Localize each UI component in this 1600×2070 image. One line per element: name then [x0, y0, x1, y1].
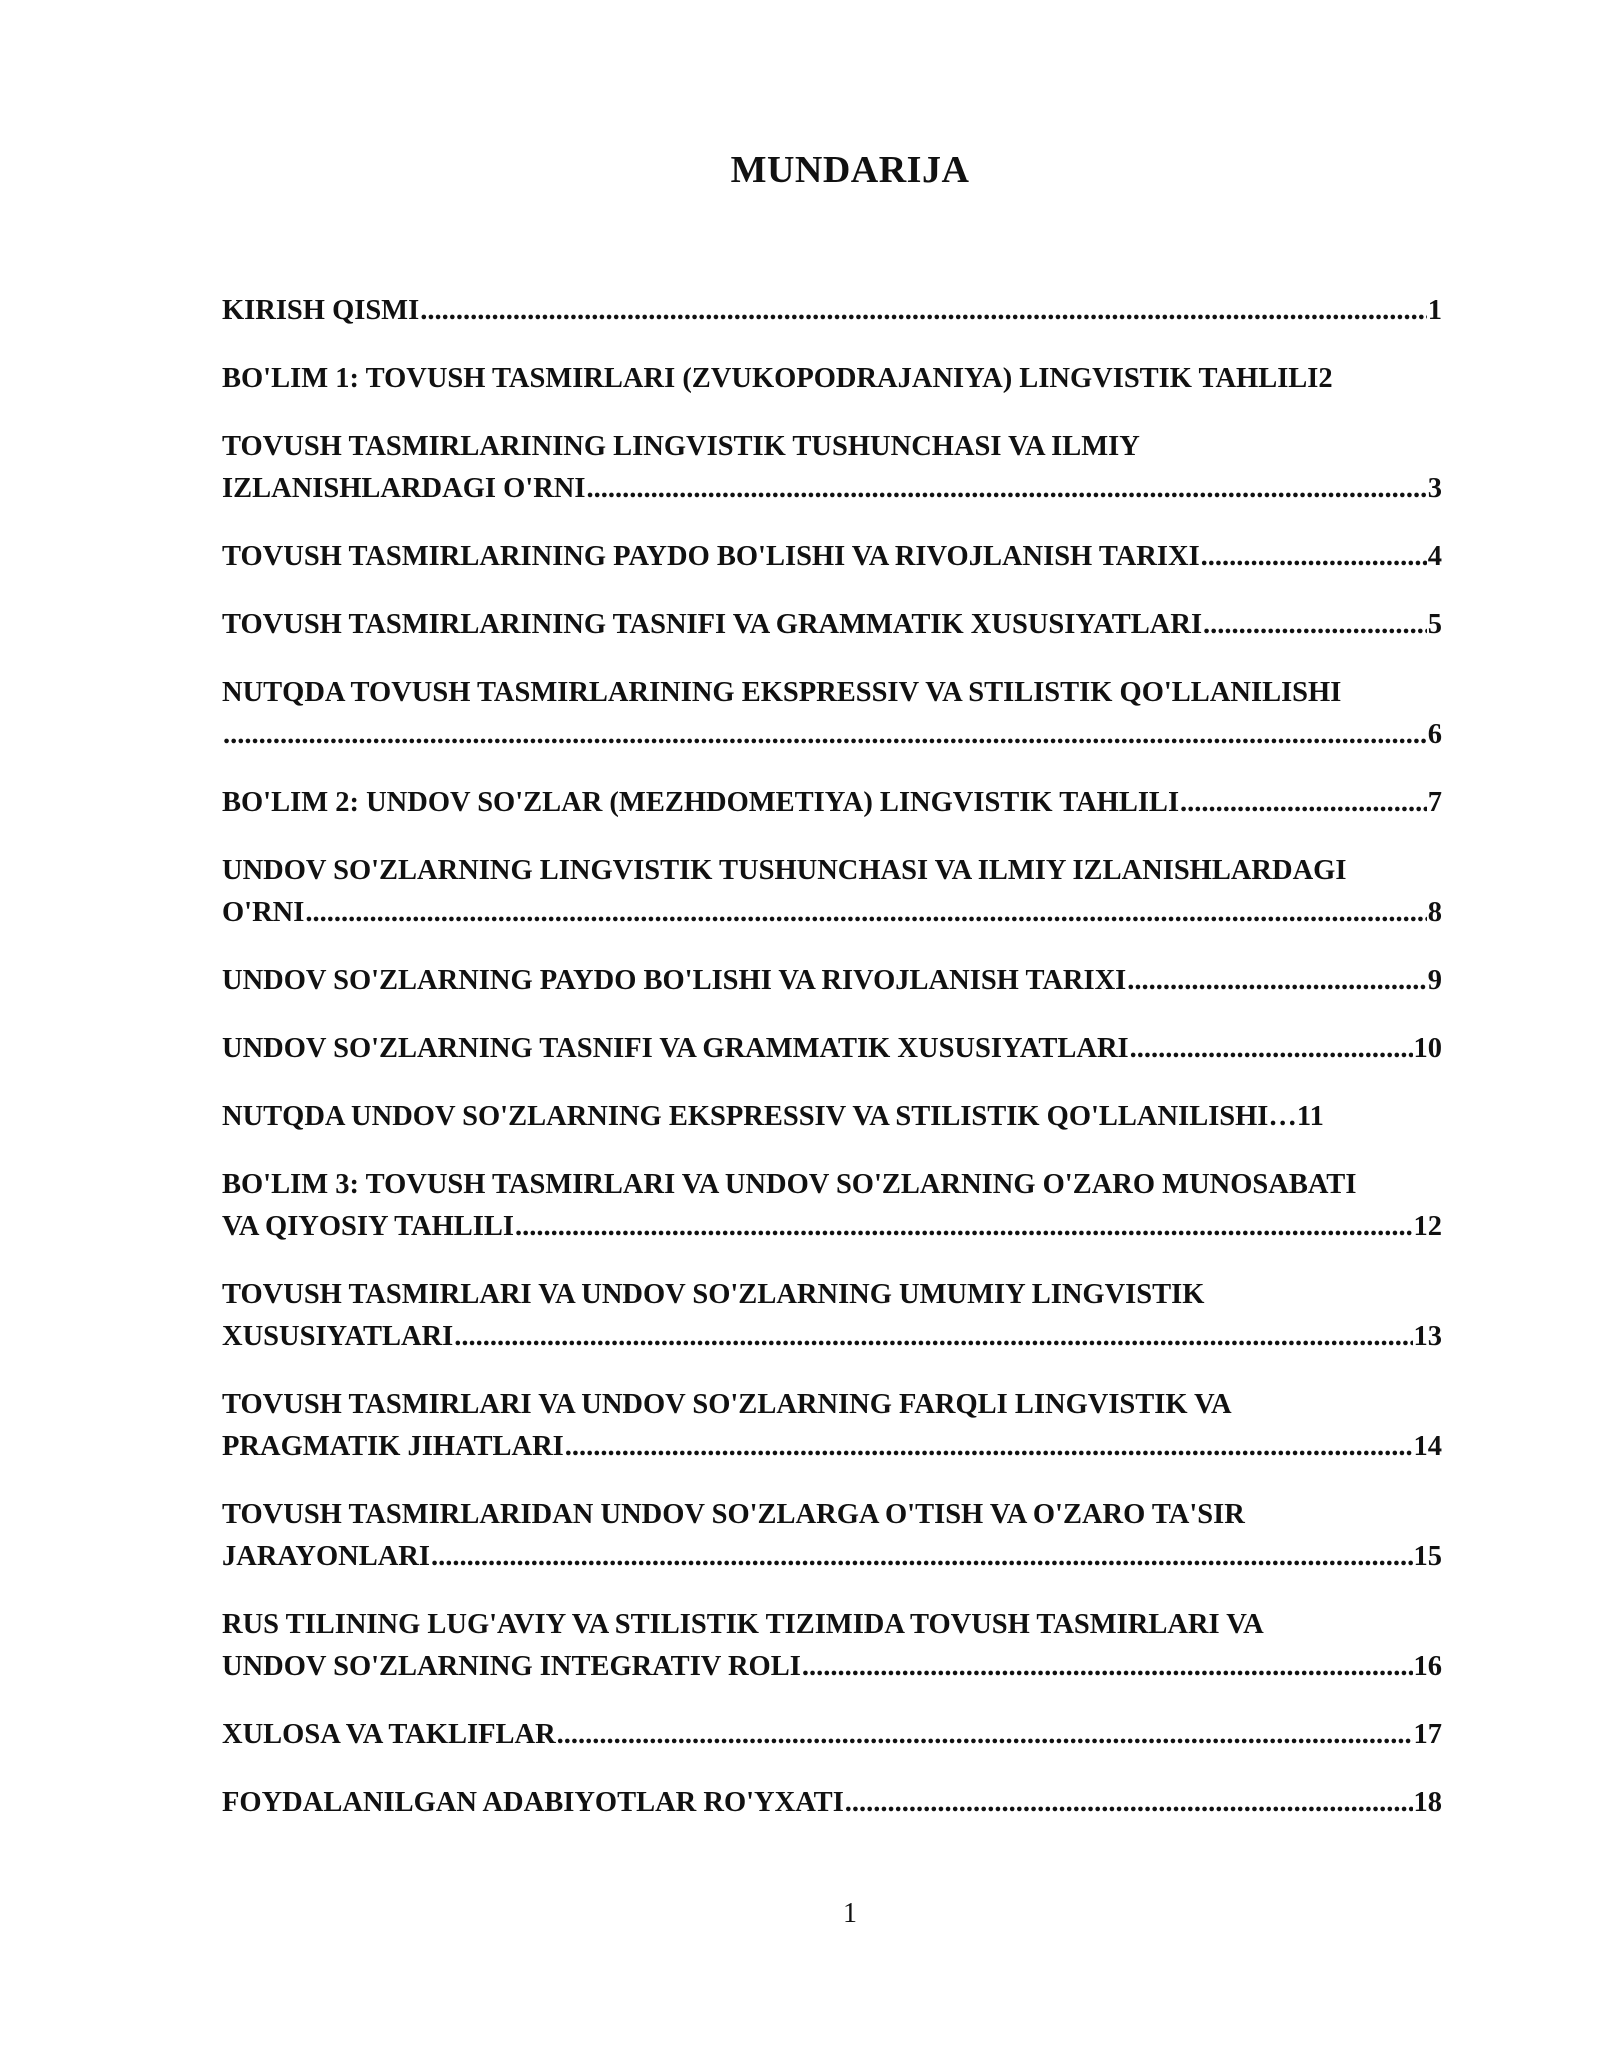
- toc-entry-page: 8: [1427, 897, 1442, 928]
- toc-entry-title-cont: IZLANISHLARDAGI O'RNI: [222, 473, 586, 504]
- toc-entry-title: FOYDALANILGAN ADABIYOTLAR RO'YXATI: [222, 1787, 844, 1818]
- toc-entry-2-2[interactable]: [222, 960, 1442, 1002]
- toc-entry-1-1[interactable]: [222, 426, 1442, 510]
- toc-entry-page: 7: [1427, 787, 1442, 818]
- toc-entry-page: 15: [1413, 1541, 1442, 1572]
- toc-entry-title: UNDOV SO'ZLARNING LINGVISTIK TUSHUNCHASI VA ILMIY IZLANISHLARDAGI: [222, 855, 1347, 886]
- toc-entry-title: TOVUSH TASMIRLARINING PAYDO BO'LISHI VA RIVOJLANISH TARIXI: [222, 541, 1200, 572]
- toc-entry-page: 14: [1413, 1431, 1442, 1462]
- toc-entry-title: TOVUSH TASMIRLARI VA UNDOV SO'ZLARNING UMUMIY LINGVISTIK: [222, 1279, 1205, 1310]
- dot-leader: [1130, 1028, 1413, 1070]
- toc-entry-title-cont: XUSUSIYATLARI: [222, 1321, 454, 1352]
- toc-entry-page: 13: [1413, 1321, 1442, 1352]
- toc-entry-page: 17: [1413, 1719, 1442, 1750]
- toc-entry-references[interactable]: [222, 1782, 1442, 1824]
- toc-entry-page: 12: [1413, 1211, 1442, 1242]
- dot-leader: [431, 1536, 1413, 1578]
- dot-leader: [305, 892, 1426, 934]
- toc-entry-intro[interactable]: [222, 290, 1442, 332]
- dot-leader: [1201, 536, 1427, 578]
- toc-entry-3-2[interactable]: [222, 1384, 1442, 1468]
- toc-entry-1-4[interactable]: [222, 672, 1442, 756]
- toc-entry-page: 6: [1427, 719, 1442, 750]
- toc-entry-page: 5: [1427, 609, 1442, 640]
- toc-entry-page: 18: [1413, 1787, 1442, 1818]
- toc-entry-2-1[interactable]: [222, 850, 1442, 934]
- toc-entry-part-3[interactable]: [222, 1164, 1442, 1248]
- toc-entry-title: UNDOV SO'ZLARNING TASNIFI VA GRAMMATIK XUSUSIYATLARI: [222, 1033, 1129, 1064]
- toc-entry-title: TOVUSH TASMIRLARI VA UNDOV SO'ZLARNING FARQLI LINGVISTIK VA: [222, 1389, 1232, 1420]
- toc-entry-title: NUTQDA TOVUSH TASMIRLARINING EKSPRESSIV VA STILISTIK QO'LLANILISHI: [222, 677, 1342, 708]
- toc-entry-1-2[interactable]: [222, 536, 1442, 578]
- table-of-contents: [222, 290, 1442, 1850]
- toc-entry-page: 16: [1413, 1651, 1442, 1682]
- toc-entry-page: 9: [1427, 965, 1442, 996]
- toc-entry-page: 10: [1413, 1033, 1442, 1064]
- dot-leader: [1180, 782, 1427, 824]
- dot-leader: [557, 1714, 1413, 1756]
- toc-entry-title: UNDOV SO'ZLARNING PAYDO BO'LISHI VA RIVOJLANISH TARIXI: [222, 965, 1127, 996]
- toc-entry-1-3[interactable]: [222, 604, 1442, 646]
- dot-leader: [454, 1316, 1412, 1358]
- toc-entry-title: BO'LIM 1: TOVUSH TASMIRLARI (ZVUKOPODRAJANIYA) LINGVISTIK TAHLILI: [222, 363, 1319, 394]
- dot-leader: [845, 1782, 1413, 1824]
- toc-entry-2-3[interactable]: [222, 1028, 1442, 1070]
- toc-entry-page: 3: [1427, 473, 1442, 504]
- dot-leader: [223, 714, 1427, 756]
- page-number: 1: [843, 1898, 857, 1929]
- toc-entry-title-cont: VA QIYOSIY TAHLILI: [222, 1211, 514, 1242]
- toc-entry-title: XULOSA VA TAKLIFLAR: [222, 1719, 556, 1750]
- dot-leader: [420, 290, 1427, 332]
- toc-entry-title: BO'LIM 3: TOVUSH TASMIRLARI VA UNDOV SO'ZLARNING O'ZARO MUNOSABATI: [222, 1169, 1357, 1200]
- toc-entry-title: BO'LIM 2: UNDOV SO'ZLAR (MEZHDOMETIYA) LINGVISTIK TAHLILI: [222, 787, 1180, 818]
- toc-entry-page: 4: [1427, 541, 1442, 572]
- toc-entry-2-4[interactable]: [222, 1096, 1442, 1138]
- dot-leader: [515, 1206, 1413, 1248]
- page-title: MUNDARIJA: [730, 149, 970, 191]
- toc-entry-3-3[interactable]: [222, 1494, 1442, 1578]
- toc-entry-3-4[interactable]: [222, 1604, 1442, 1688]
- toc-entry-title-cont: O'RNI: [222, 897, 305, 928]
- dot-leader: [1127, 960, 1426, 1002]
- toc-entry-title-cont: UNDOV SO'ZLARNING INTEGRATIV ROLI: [222, 1651, 801, 1682]
- dot-leader: [1203, 604, 1427, 646]
- dot-leader: [565, 1426, 1413, 1468]
- dot-leader: [586, 468, 1426, 510]
- toc-entry-conclusion[interactable]: [222, 1714, 1442, 1756]
- toc-entry-title-cont: PRAGMATIK JIHATLARI: [222, 1431, 564, 1462]
- toc-entry-title: RUS TILINING LUG'AVIY VA STILISTIK TIZIMIDA TOVUSH TASMIRLARI VA: [222, 1609, 1264, 1640]
- toc-entry-title: NUTQDA UNDOV SO'ZLARNING EKSPRESSIV VA STILISTIK QO'LLANILISHI…: [222, 1101, 1297, 1132]
- toc-entry-part-2[interactable]: [222, 782, 1442, 824]
- toc-entry-part-1[interactable]: [222, 358, 1442, 400]
- toc-entry-page: 1: [1427, 295, 1442, 326]
- dot-leader: [802, 1646, 1413, 1688]
- toc-entry-title: TOVUSH TASMIRLARINING TASNIFI VA GRAMMATIK XUSUSIYATLARI: [222, 609, 1203, 640]
- toc-entry-title: TOVUSH TASMIRLARINING LINGVISTIK TUSHUNCHASI VA ILMIY: [222, 431, 1140, 462]
- toc-entry-page: 2: [1318, 363, 1333, 394]
- toc-entry-page: 11: [1296, 1101, 1324, 1132]
- toc-entry-title: TOVUSH TASMIRLARIDAN UNDOV SO'ZLARGA O'TISH VA O'ZARO TA'SIR: [222, 1499, 1245, 1530]
- toc-entry-title-cont: JARAYONLARI: [222, 1541, 430, 1572]
- toc-entry-title: KIRISH QISMI: [222, 295, 420, 326]
- toc-entry-3-1[interactable]: [222, 1274, 1442, 1358]
